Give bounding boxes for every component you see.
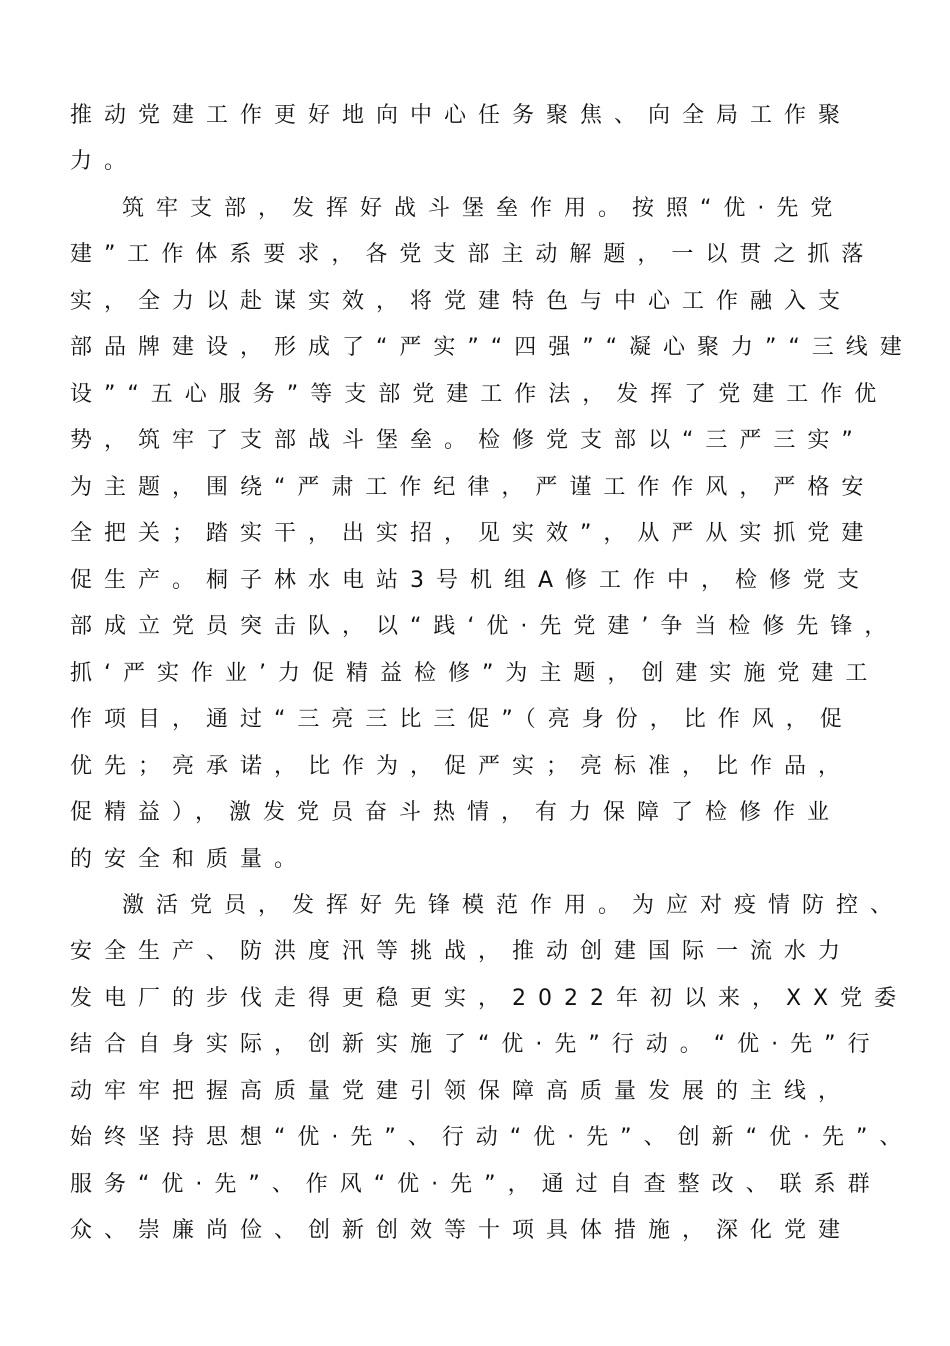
text-line-23: 始终坚持思想“优·先”、行动“优·先”、创新“优·先”、 xyxy=(70,1125,914,1150)
text-line-11: 促生产。桐子林水电站3号机组A修工作中，检修党支 xyxy=(70,568,872,593)
text-line-24: 服务“优·先”、作风“优·先”，通过自查整改、联系群 xyxy=(70,1172,882,1197)
text-line-8: 势，筑牢了支部战斗堡垒。检修党支部以“三严三实” xyxy=(70,428,865,453)
text-line-19: 安全生产、防洪度汛等挑战，推动创建国际一流水力 xyxy=(70,939,853,964)
text-line-21: 结合自身实际，创新实施了“优·先”行动。“优·先”行 xyxy=(70,1032,882,1057)
text-line-5: 实，全力以赴谋实效，将党建特色与中心工作融入支 xyxy=(70,289,853,314)
text-line-25: 众、崇廉尚俭、创新创效等十项具体措施，深化党建 xyxy=(70,1218,853,1243)
text-line-22: 动牢牢把握高质量党建引领保障高质量发展的主线， xyxy=(70,1079,853,1104)
text-line-15: 优先；亮承诺，比作为，促严实；亮标准，比作品， xyxy=(70,754,853,779)
text-line-13: 抓‘严实作业’力促精益检修”为主题，创建实施党建工 xyxy=(70,661,880,686)
text-line-20: 发电厂的步伐走得更稳更实，2022年初以来，XX党委 xyxy=(70,986,909,1011)
text-line-2: 力。 xyxy=(70,149,139,174)
text-line-4: 建”工作体系要求，各党支部主动解题，一以贯之抓落 xyxy=(70,242,876,267)
text-line-17: 的安全和质量。 xyxy=(70,847,309,872)
text-line-6: 部品牌建设，形成了“严实”“四强”“凝心聚力”“三线建 xyxy=(70,335,914,360)
paragraph-heading-line-2: 激活党员，发挥好先锋模范作用。为应对疫情防控、 xyxy=(122,893,905,918)
paragraph-heading-line: 筑牢支部，发挥好战斗堡垒作用。按照“优·先党 xyxy=(122,196,845,221)
text-line-12: 部成立党员突击队，以“践‘优·先党建’争当检修先锋， xyxy=(70,614,899,639)
text-line-9: 为主题，围绕“严肃工作纪律，严谨工作作风，严格安 xyxy=(70,475,876,500)
text-line-10: 全把关；踏实干，出实招，见实效”，从严从实抓党建 xyxy=(70,521,876,546)
text-line-7: 设”“五心服务”等支部党建工作法，发挥了党建工作优 xyxy=(70,382,889,407)
text-line-16: 促精益），激发党员奋斗热情，有力保障了检修作业 xyxy=(70,800,842,825)
text-line-1: 推动党建工作更好地向中心任务聚焦、向全局工作聚 xyxy=(70,103,853,128)
text-line-14: 作项目，通过“三亮三比三促”（亮身份，比作风，促 xyxy=(70,707,854,732)
